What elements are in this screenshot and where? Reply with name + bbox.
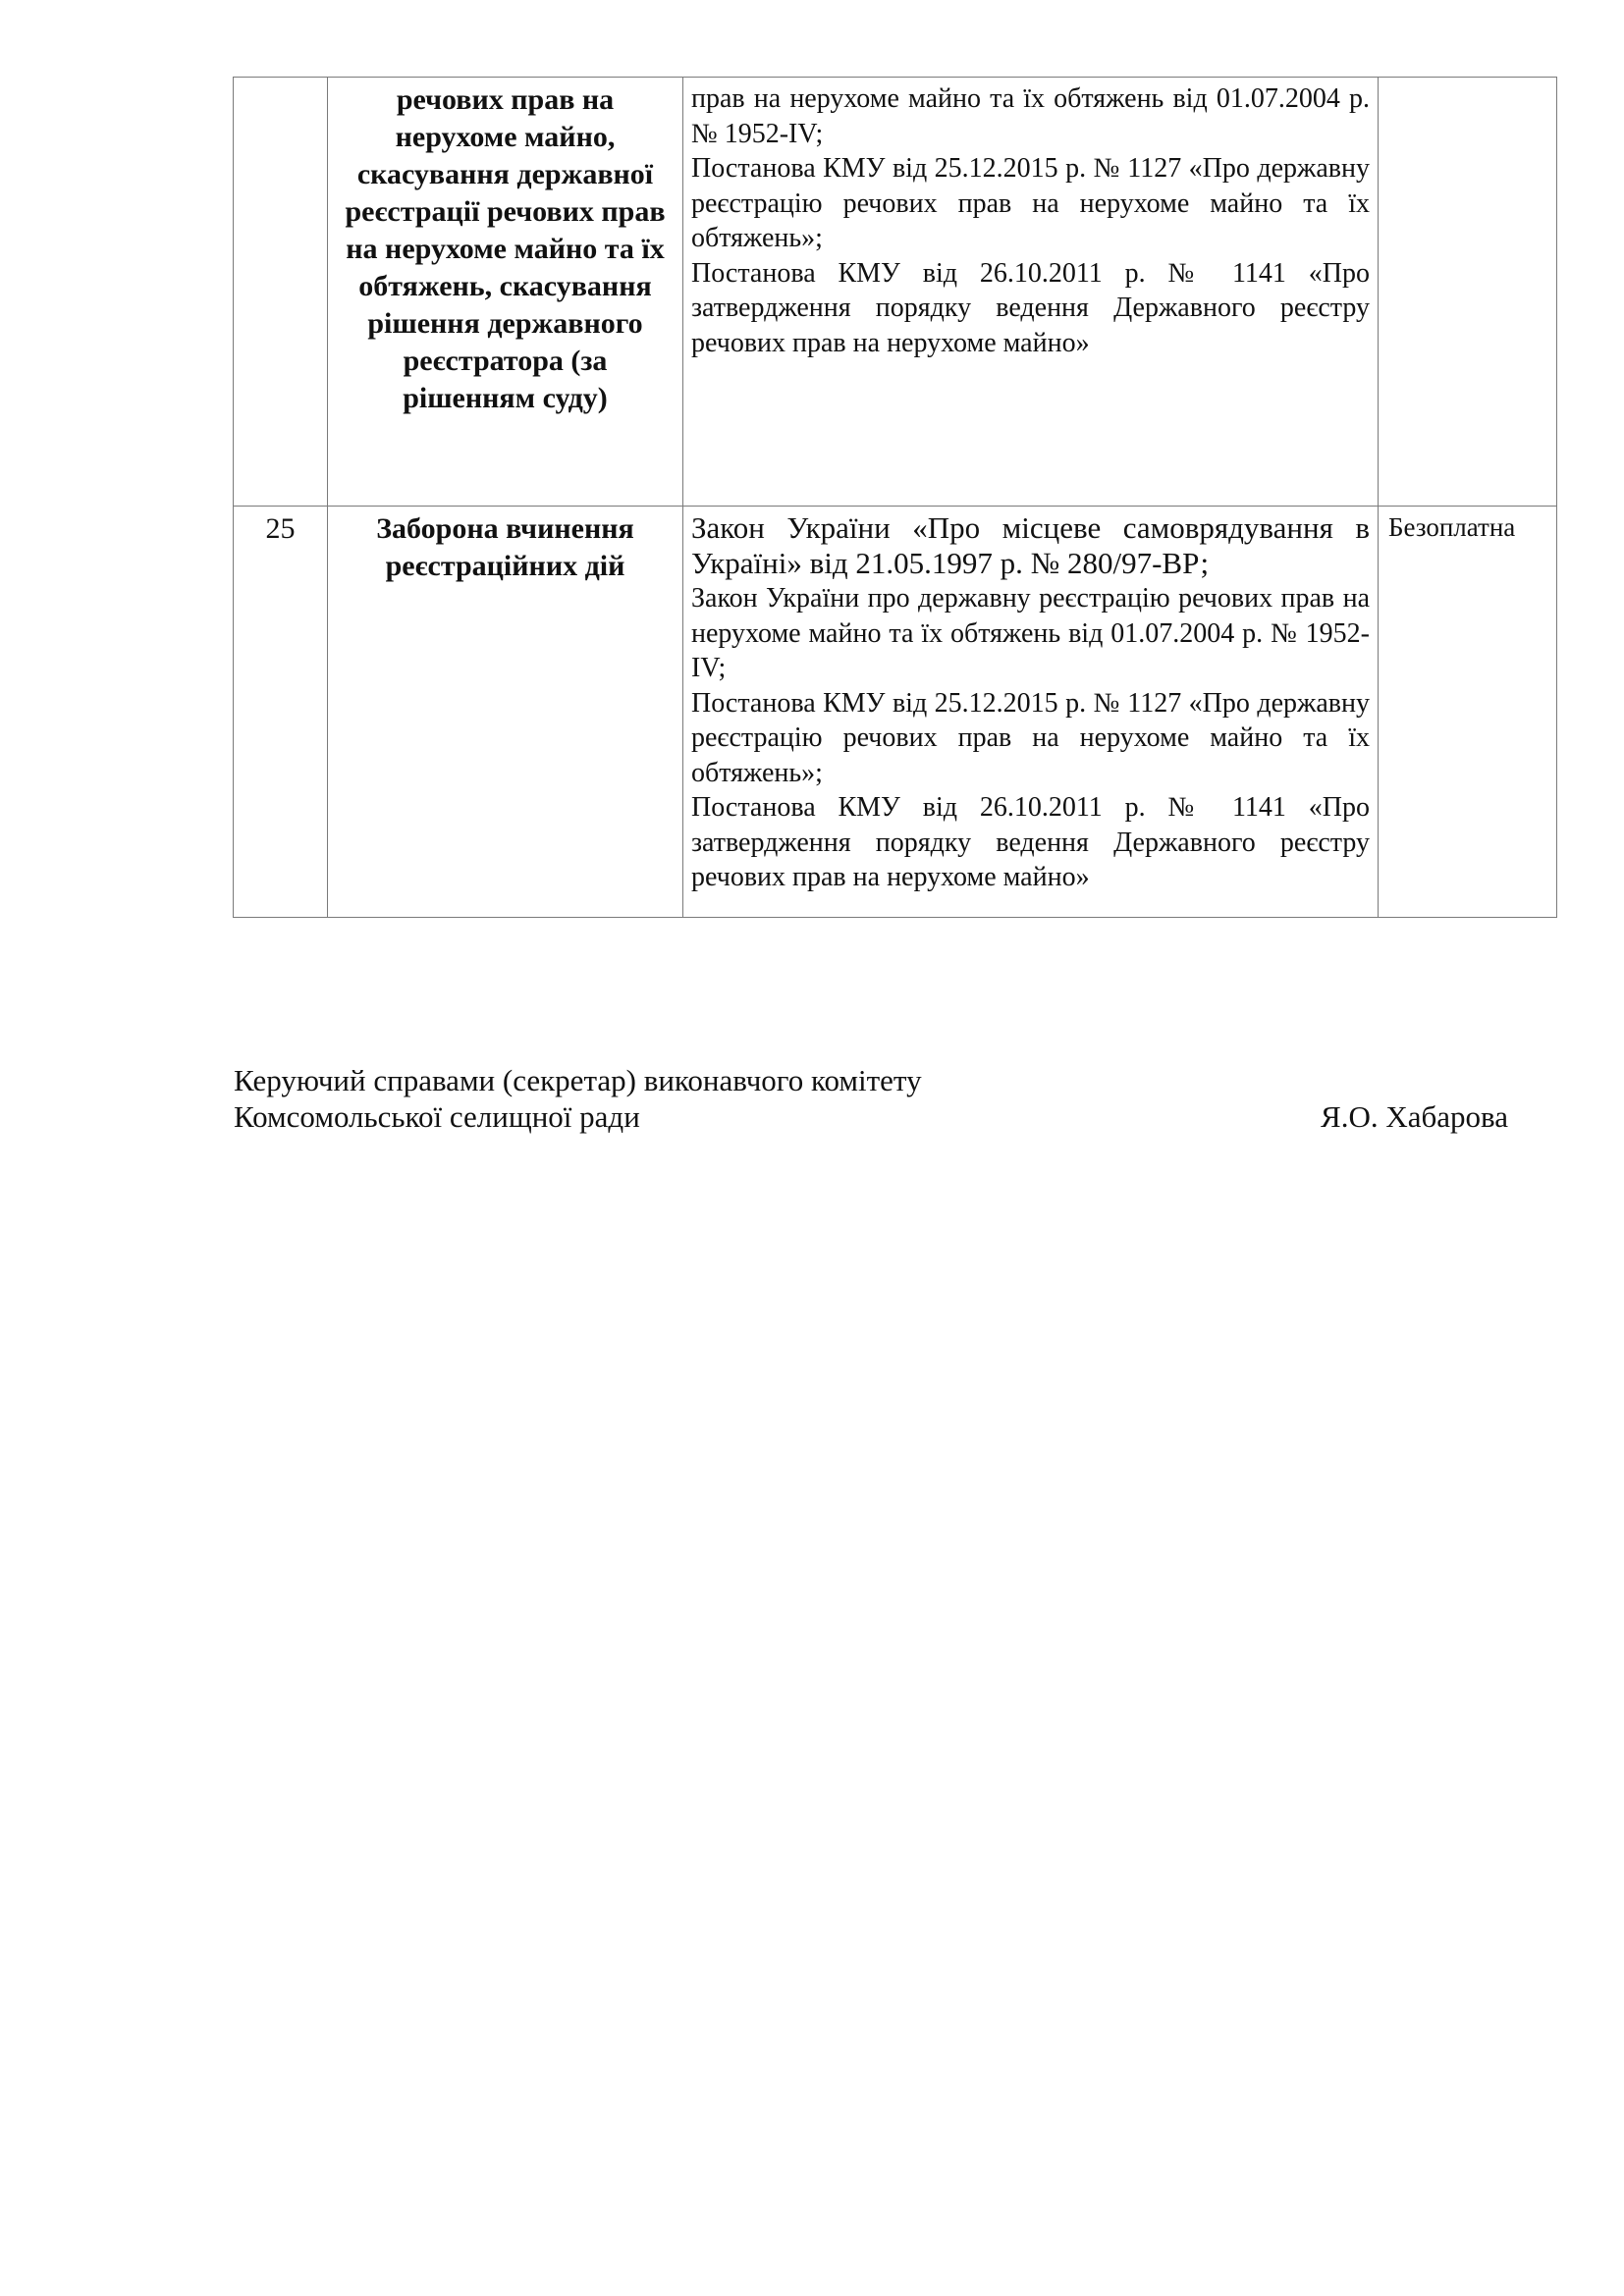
legal-basis-item: Постанова КМУ від 26.10.2011 р. № 1141 «Про затвердження порядку ведення Державного реєстру речових прав на нерухоме майно» xyxy=(691,257,1370,358)
table-row xyxy=(234,78,1557,507)
service-name-cell: Заборона вчинення реєстраційних дій xyxy=(328,507,683,918)
services-table xyxy=(233,77,1557,918)
legal-basis-cell xyxy=(683,507,1379,918)
legal-basis-item: Закон України про державну реєстрацію речових прав на нерухоме майно та їх обтяжень від 01.07.2004 р. № 1952-IV; xyxy=(691,583,1370,683)
legal-basis-item: Постанова КМУ від 26.10.2011 р. № 1141 «Про затвердження порядку ведення Державного реєстру речових прав на нерухоме майно» xyxy=(691,792,1370,892)
row-number-cell: 25 xyxy=(234,507,328,918)
legal-basis-item: Постанова КМУ від 25.12.2015 р. № 1127 «Про державну реєстрацію речових прав на нерухоме майно та їх обтяжень»; xyxy=(691,153,1370,253)
legal-basis-item: Постанова КМУ від 25.12.2015 р. № 1127 «Про державну реєстрацію речових прав на нерухоме майно та їх обтяжень»; xyxy=(691,687,1370,788)
table-row xyxy=(234,507,1557,918)
service-name-cell: речових прав на нерухоме майно, скасування державної реєстрації речових прав на нерухоме майно та їх обтяжень, скасування рішення державного реєстратора (за рішенням суду) xyxy=(328,78,683,507)
legal-basis-item: Закон України «Про місцеве самоврядування в Україні» від 21.05.1997 р. № 280/97-ВР; xyxy=(691,510,1370,580)
signatory-position-line-2: Комсомольської селищної ради xyxy=(234,1099,640,1134)
row-number-cell xyxy=(234,78,328,507)
legal-basis-cell xyxy=(683,78,1379,507)
fee-cell: Безоплатна xyxy=(1379,507,1557,918)
legal-basis-item: прав на нерухоме майно та їх обтяжень від 01.07.2004 р. № 1952-IV; xyxy=(691,83,1370,149)
signatory-position-line-1: Керуючий справами (секретар) виконавчого комітету xyxy=(234,1063,922,1097)
signatory-position-row xyxy=(234,1098,1510,1135)
signature-block xyxy=(234,1062,1510,1135)
fee-cell xyxy=(1379,78,1557,507)
signatory-name: Я.О. Хабарова xyxy=(1321,1099,1508,1134)
